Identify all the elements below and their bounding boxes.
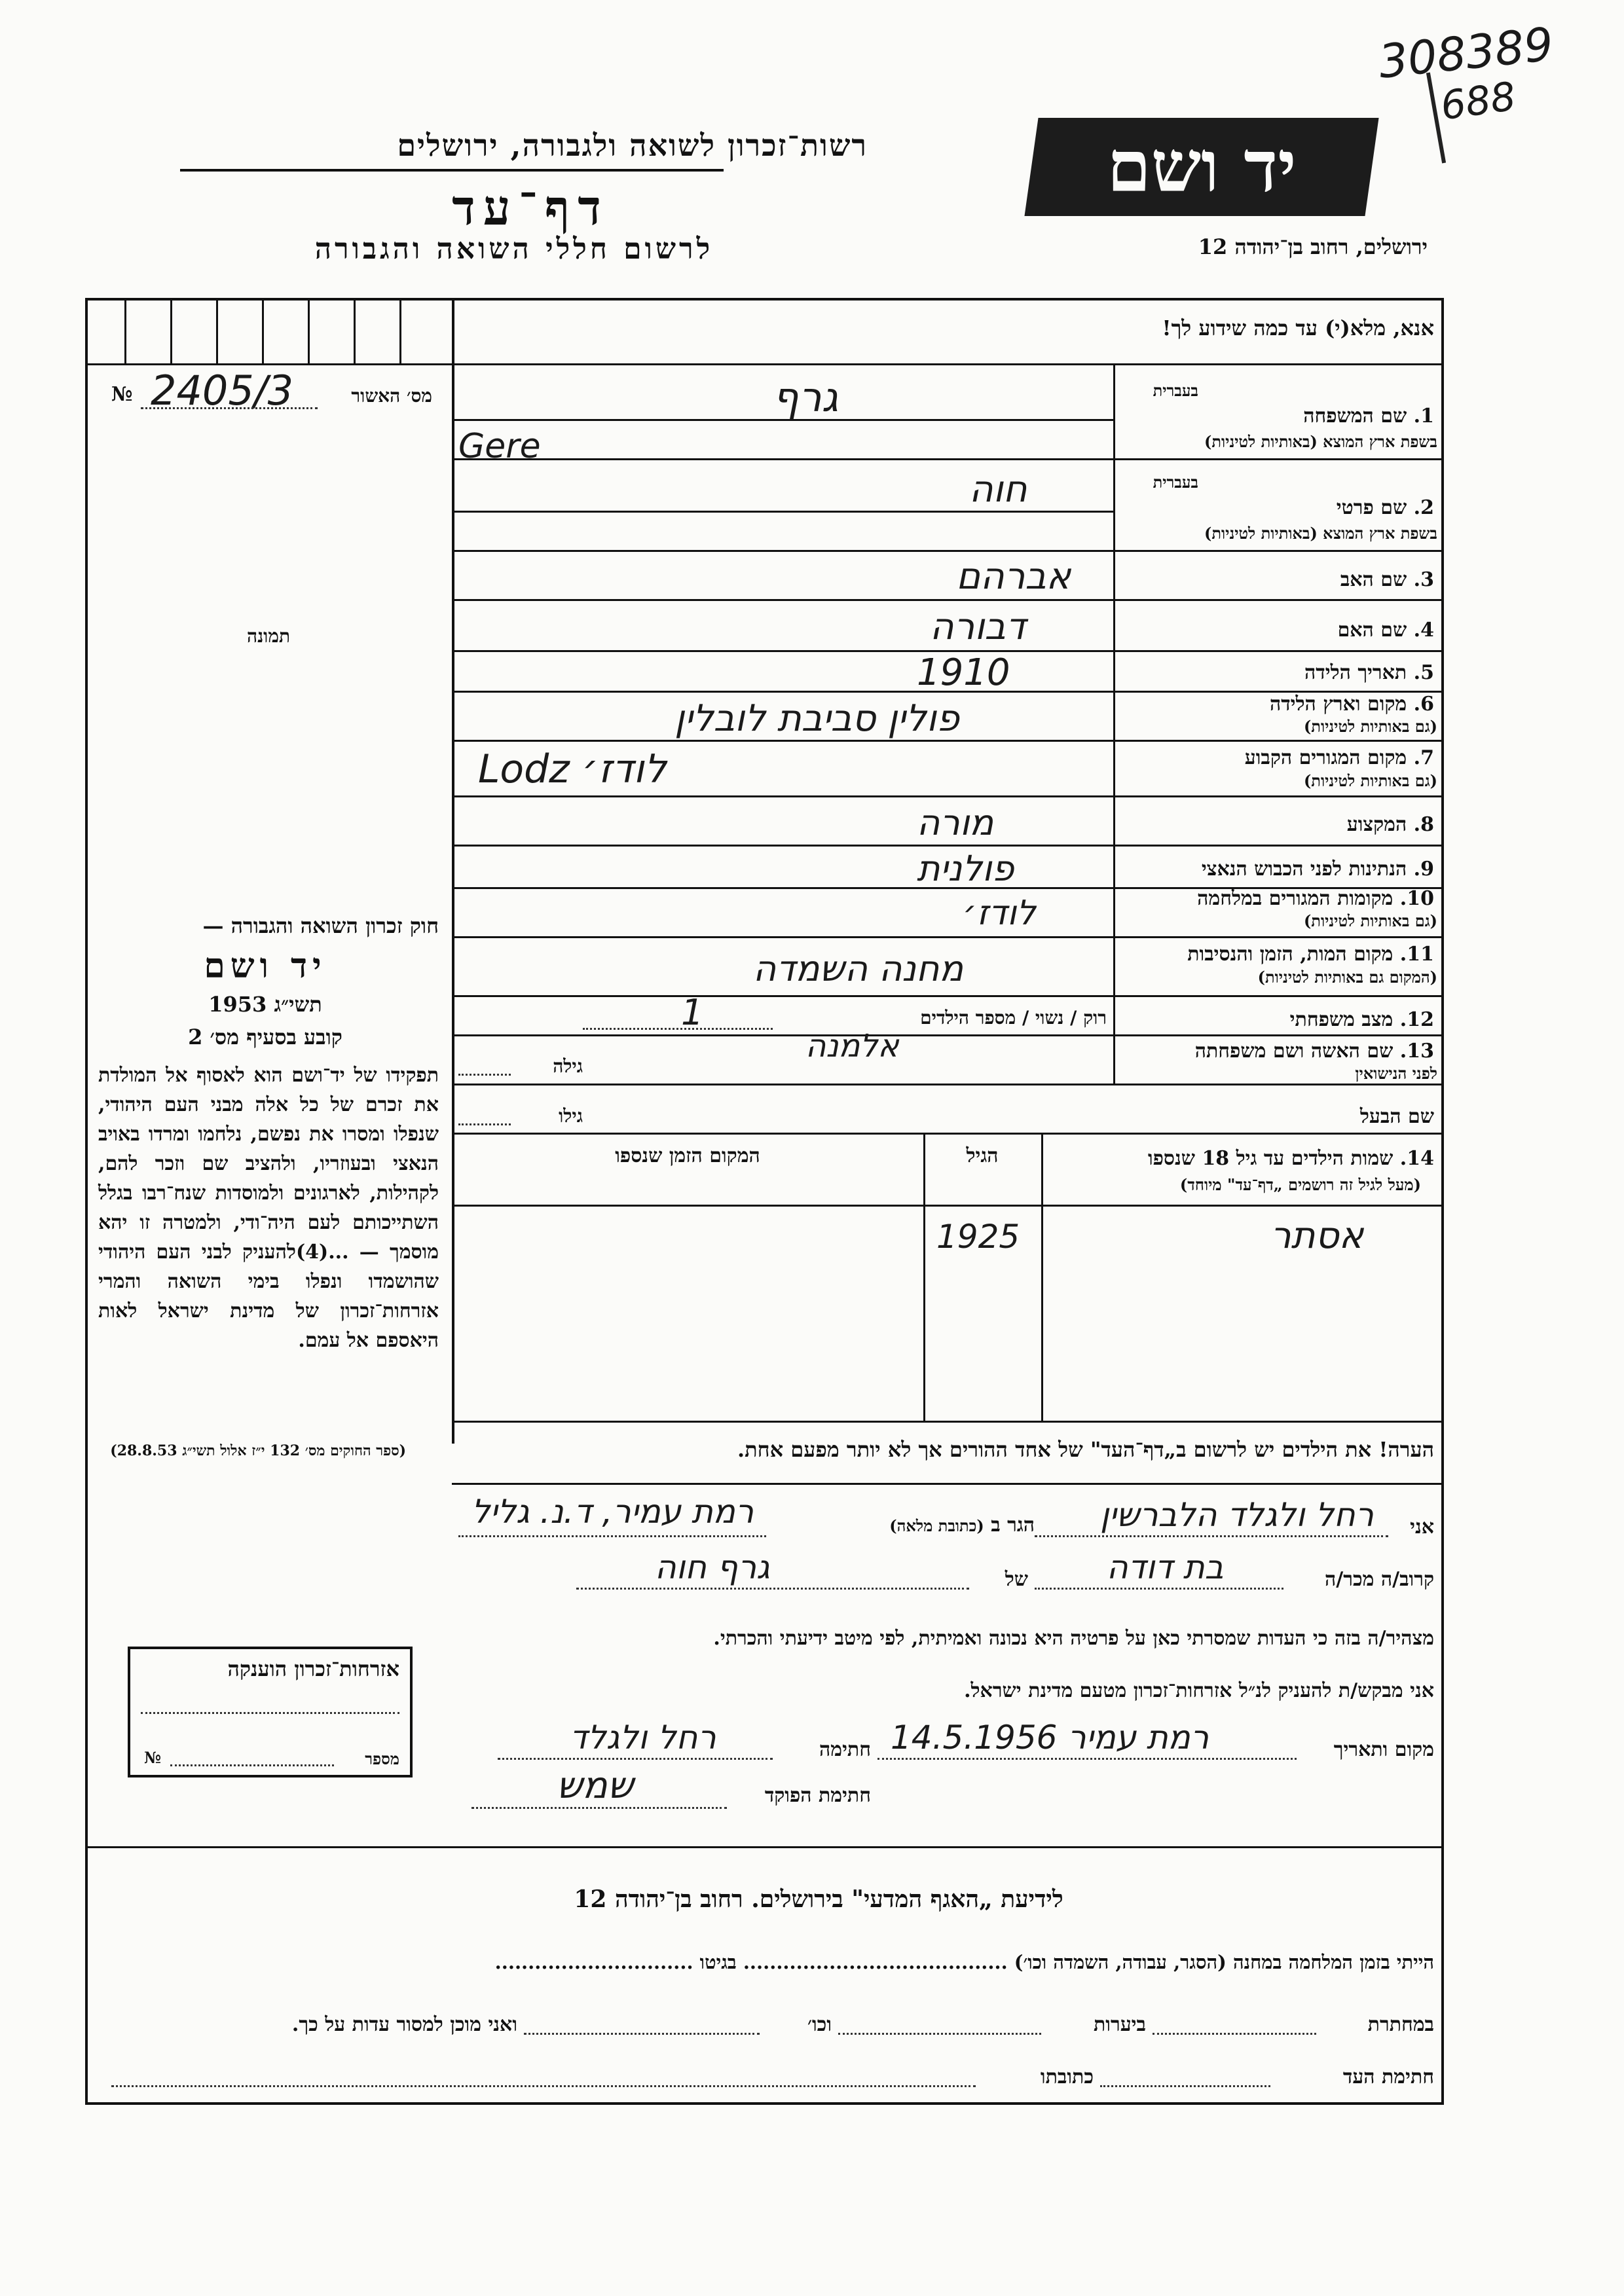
field-6-label [1120, 693, 1434, 716]
instructions: אנא, מלא(י) עד כמה שידוע לך! [1162, 316, 1434, 340]
declaration-residing [766, 1514, 1035, 1537]
field-1-label-text: שם המשפחה [1303, 405, 1407, 428]
field-4-value[interactable]: דבורה [930, 606, 1026, 648]
record-number-symbol: № [111, 383, 133, 406]
organization-underline [180, 169, 724, 172]
row-line-11 [452, 995, 1444, 997]
field-13-label-text: שם האשה ושם משפחתה [1194, 1040, 1393, 1063]
children-header-line [452, 1205, 1444, 1207]
field-1-value-hebrew[interactable]: גרף [773, 373, 839, 421]
row-line-2b [452, 550, 1444, 552]
declaration-relation[interactable]: בת דודה [1107, 1548, 1224, 1586]
field-9-label-text: הנתינות לפני הכבוש הנאצי [1201, 858, 1407, 881]
husband-label: שם הבעל [1359, 1105, 1434, 1128]
declaration-official-signature[interactable]: שמש [557, 1764, 634, 1807]
field-11-value[interactable]: מחנה השמדה [753, 948, 963, 989]
footer-etc: וכו׳ [807, 2013, 832, 2036]
logo-text: יד ושם [1107, 126, 1297, 208]
law-body: תפקידו של יד־ושם הוא לאסוף אל המולדת את זכרם של כל אלה מבני העם היהודי, שנפלו ומסרו את נפשם, נלחמו ומרדו באויב הנאצי ובעוזריו, ולהציב שם וזכר להם, לקהילות, לארגונים ולמוסדות שנח־רבו בגלל השתייכותם לעם היה־ודי, ולמטרה זו יהא מוסמך — ...(4)להעניק לבני העם היהודי שהושמדו ונפלו בימי השואה והמרי אזרחות־זכרון של מדינת ישראל לאות היאספם אל עמם. [98, 1064, 439, 1352]
children-table-bottom [452, 1421, 1444, 1423]
children-header-place: המקום הזמן שנספו [615, 1144, 760, 1167]
office-grid [85, 298, 452, 363]
children-col-2 [1041, 1133, 1043, 1421]
field-10-label-text: מקומות המגורים במלחמה [1197, 887, 1393, 910]
footer-witness-signature-line [1100, 2085, 1270, 2087]
row-line-husband [452, 1133, 1444, 1135]
declaration-official-label: חתימת הפוקד [764, 1784, 871, 1807]
declaration-signature-line [498, 1758, 773, 1760]
declaration-of-name[interactable]: גרף חוה [655, 1548, 770, 1586]
field-13-label [1120, 1040, 1434, 1063]
row-line-3 [452, 599, 1444, 601]
field-8-number: 8. [1413, 813, 1434, 836]
left-column-divider [452, 298, 454, 1444]
field-13-age-label: גילה [553, 1055, 583, 1077]
footer-willing: ואני מוכן למסור עדות על כך. [291, 2013, 517, 2036]
declaration-address-hint: (כתובת מלאה) [889, 1516, 984, 1535]
field-1-latin-hint: בשפת ארץ המוצא (באותיות לטיניות) [1204, 432, 1437, 451]
declaration-signature-label: חתימה [819, 1738, 871, 1761]
declaration-place-date-label: מקום ותאריך [1333, 1738, 1434, 1761]
form-subtitle: לרשום חללי השואה והגבורה [314, 232, 714, 266]
field-7-hint: (גם באותיות לטיניות) [1303, 771, 1437, 790]
field-7-label-text: מקום המגורים הקבוע [1244, 746, 1407, 769]
instruction-row-line [452, 363, 1444, 365]
field-2-label [1120, 496, 1434, 519]
field-2-label-text: שם פרטי [1336, 496, 1407, 519]
footer-witness-signature: חתימת העד [1342, 2066, 1434, 2088]
declaration-of: של [1005, 1568, 1028, 1591]
declaration-of-name-line [576, 1588, 969, 1590]
field-10-hint: (גם באותיות לטיניות) [1303, 911, 1437, 930]
citizenship-line-1 [141, 1712, 399, 1714]
field-11-label-text: מקום המות, הזמן והנסיבות [1187, 943, 1393, 966]
field-13-hint: לפני הנישואין [1355, 1064, 1437, 1083]
citizenship-number-line [170, 1764, 334, 1766]
field-2-latin-hint: בשפת ארץ המוצא (באותיות לטיניות) [1204, 524, 1437, 543]
declaration-name[interactable]: רחל ולגלד הלברשין [1100, 1496, 1374, 1534]
field-12-status-options: רוק / נשוי / מספר הילדים [920, 1007, 1107, 1029]
children-header-age: הגיל [966, 1144, 999, 1167]
field-6-number: 6. [1413, 693, 1434, 716]
photo-label: תמונה [246, 625, 291, 647]
declaration-relation-line [1035, 1588, 1283, 1590]
field-8-value[interactable]: מורה [917, 802, 994, 843]
children-header-names [1048, 1147, 1434, 1170]
field-5-number: 5. [1413, 661, 1434, 684]
field-8-label-text: המקצוע [1346, 813, 1407, 836]
law-name: יד ושם [204, 946, 327, 986]
footer-forests-line [838, 2033, 1041, 2035]
record-number-line [141, 407, 318, 409]
field-3-value[interactable]: אברהם [956, 555, 1071, 598]
citizenship-title: אזרחות־זכרון הוענקה [227, 1656, 399, 1681]
field-5-value[interactable]: 1910 [917, 651, 1010, 694]
field-1-number: 1. [1413, 405, 1434, 428]
field-7-value[interactable]: Lodz לודז׳ [478, 746, 667, 792]
row-line-7 [452, 795, 1444, 797]
husband-age-line [458, 1123, 511, 1125]
law-year: תשי״ג 1953 [208, 992, 322, 1017]
declaration-place-date-line [877, 1758, 1297, 1760]
declaration-request: אני מבקש/ת להעניק לנ״ל אזרחות־זכרון מטעם מדינת ישראל. [964, 1679, 1434, 1702]
form-title: דף־עד [452, 180, 609, 236]
field-6-value[interactable]: פולין סביבת לובלין [674, 697, 959, 740]
law-title: חוק זכרון השואה והגבורה — [202, 913, 439, 938]
row-line-2a [452, 511, 1113, 513]
row-line-12 [452, 1034, 1444, 1036]
record-number-value: 2405/3 [151, 367, 294, 414]
field-11-number: 11. [1399, 943, 1434, 966]
field-1-value-latin[interactable]: Gere [458, 427, 541, 466]
field-9-label [1120, 858, 1434, 881]
children-header-note: (מעל לגיל זה רושמים „דף־עד" מיוחד) [1179, 1175, 1421, 1194]
husband-age-label: גילו [559, 1105, 583, 1127]
yad-vashem-logo [1024, 118, 1378, 216]
field-13-value[interactable]: אלמנה [805, 1028, 899, 1065]
field-3-number: 3. [1413, 568, 1434, 591]
field-10-label [1120, 887, 1434, 910]
note-bottom-line [452, 1483, 1444, 1485]
declaration-relation-label: קרוב/ה מכר/ה [1325, 1568, 1434, 1591]
field-13-age-line [458, 1074, 511, 1076]
law-clause: קובע בסעיף מס׳ 2 [188, 1025, 342, 1049]
child-1-name[interactable]: אסתר [1270, 1214, 1364, 1257]
declaration-place-date[interactable]: רמת עמיר 14.5.1956 [891, 1719, 1209, 1757]
field-4-label [1120, 619, 1434, 642]
footer-line-1: הייתי בזמן המלחמה במחנה (הסגר, עבודה, השמדה וכו׳) ........................................ בגיטו .............................. [494, 1951, 1434, 1973]
field-7-label [1120, 746, 1434, 769]
field-12-children-count[interactable]: 1 [681, 992, 704, 1033]
row-line-13 [452, 1084, 1444, 1085]
citizenship-number-symbol: № [144, 1748, 162, 1767]
law-source: (ספר החוקים מס׳ 132 י״ז אלול תשי״ג 28.8.53) [110, 1442, 406, 1459]
field-2-value-hebrew[interactable]: חוה [969, 468, 1027, 511]
field-3-label [1120, 568, 1434, 591]
declaration-statement: מצהיר/ה בזה כי העדות שמסרתי כאן על פרטיה היא נכונה ואמיתית, לפי מיטב ידיעתי והכרתי. [713, 1627, 1434, 1650]
bottom-section-line [85, 1846, 1444, 1848]
footer-etc-line [524, 2033, 760, 2035]
children-col-1 [923, 1133, 925, 1421]
citizenship-number-label: מספר [365, 1749, 399, 1768]
footer-underground-line [1153, 2033, 1316, 2035]
field-1-hebrew-hint: בעברית [1153, 381, 1198, 400]
footer-address-label: כתובתו [1040, 2066, 1094, 2088]
field-11-hint: (המקום גם באותיות לטיניות) [1257, 968, 1437, 987]
row-line-6 [452, 740, 1444, 742]
field-10-number: 10. [1399, 887, 1434, 910]
field-12-label [1120, 1008, 1434, 1031]
field-1-label [1120, 405, 1434, 428]
field-8-label [1120, 813, 1434, 836]
declaration-ani: אני [1410, 1516, 1434, 1539]
footer-address-line [111, 2085, 976, 2087]
field-5-label-text: תאריך הלידה [1304, 661, 1407, 684]
archive-number: 308389 [1376, 17, 1556, 89]
archive-number-secondary: 688 [1437, 73, 1519, 130]
field-12-label-text: מצב משפחתי [1289, 1008, 1393, 1031]
field-4-number: 4. [1413, 619, 1434, 642]
note-text: הערה! את הילדים יש לרשום ב„דף־העד" של אחד ההורים אך לא יותר מפעם אחת. [737, 1437, 1434, 1462]
field-6-hint: (גם באותיות לטיניות) [1303, 717, 1437, 736]
footer-forests: ביערות [1093, 2013, 1146, 2036]
declaration-signature[interactable]: רחל ולגלד [570, 1719, 716, 1757]
field-10-value[interactable]: לודז׳ [963, 894, 1036, 933]
footer-title: לידיעת „האגף המדעי" בירושלים. רחוב בן־יהודה 12 [574, 1886, 1063, 1913]
field-9-number: 9. [1413, 858, 1434, 881]
office-grid-bottom [85, 363, 452, 365]
row-line-8 [452, 845, 1444, 847]
organization-line: רשות־זכרון לשואה ולגבורה, ירושלים [397, 128, 868, 163]
declaration-address-line [458, 1535, 766, 1537]
record-number-label: מס׳ האשור [351, 385, 432, 407]
field-7-number: 7. [1413, 746, 1434, 769]
row-line-10 [452, 936, 1444, 938]
field-3-label-text: שם האב [1340, 568, 1407, 591]
field-11-label [1120, 943, 1434, 966]
field-2-number: 2. [1413, 496, 1434, 519]
declaration-residing-text: הגר ב [991, 1514, 1035, 1537]
declaration-address[interactable]: רמת עמיר, ד.נ. גליל [471, 1493, 754, 1531]
declaration-official-line [471, 1807, 727, 1809]
declaration-name-line [1035, 1535, 1388, 1537]
field-12-children-line [583, 1028, 773, 1030]
children-number: 14. [1399, 1147, 1434, 1170]
field-2-hebrew-hint: בעברית [1153, 473, 1198, 492]
children-header-names-text: שמות הילדים עד גיל 18 שנספו [1147, 1147, 1393, 1170]
row-line-1b [452, 458, 1444, 460]
field-12-number: 12. [1399, 1008, 1434, 1031]
child-1-age[interactable]: 1925 [936, 1218, 1020, 1256]
field-13-number: 13. [1399, 1040, 1434, 1063]
field-4-label-text: שם האם [1337, 619, 1407, 642]
header-address: ירושלים, רחוב בן־יהודה 12 [1198, 234, 1428, 259]
field-6-label-text: מקום וארץ הלידה [1269, 693, 1407, 716]
footer-underground: במחתרת [1367, 2013, 1434, 2036]
field-5-label [1120, 661, 1434, 684]
field-9-value[interactable]: פולנית [917, 848, 1014, 889]
